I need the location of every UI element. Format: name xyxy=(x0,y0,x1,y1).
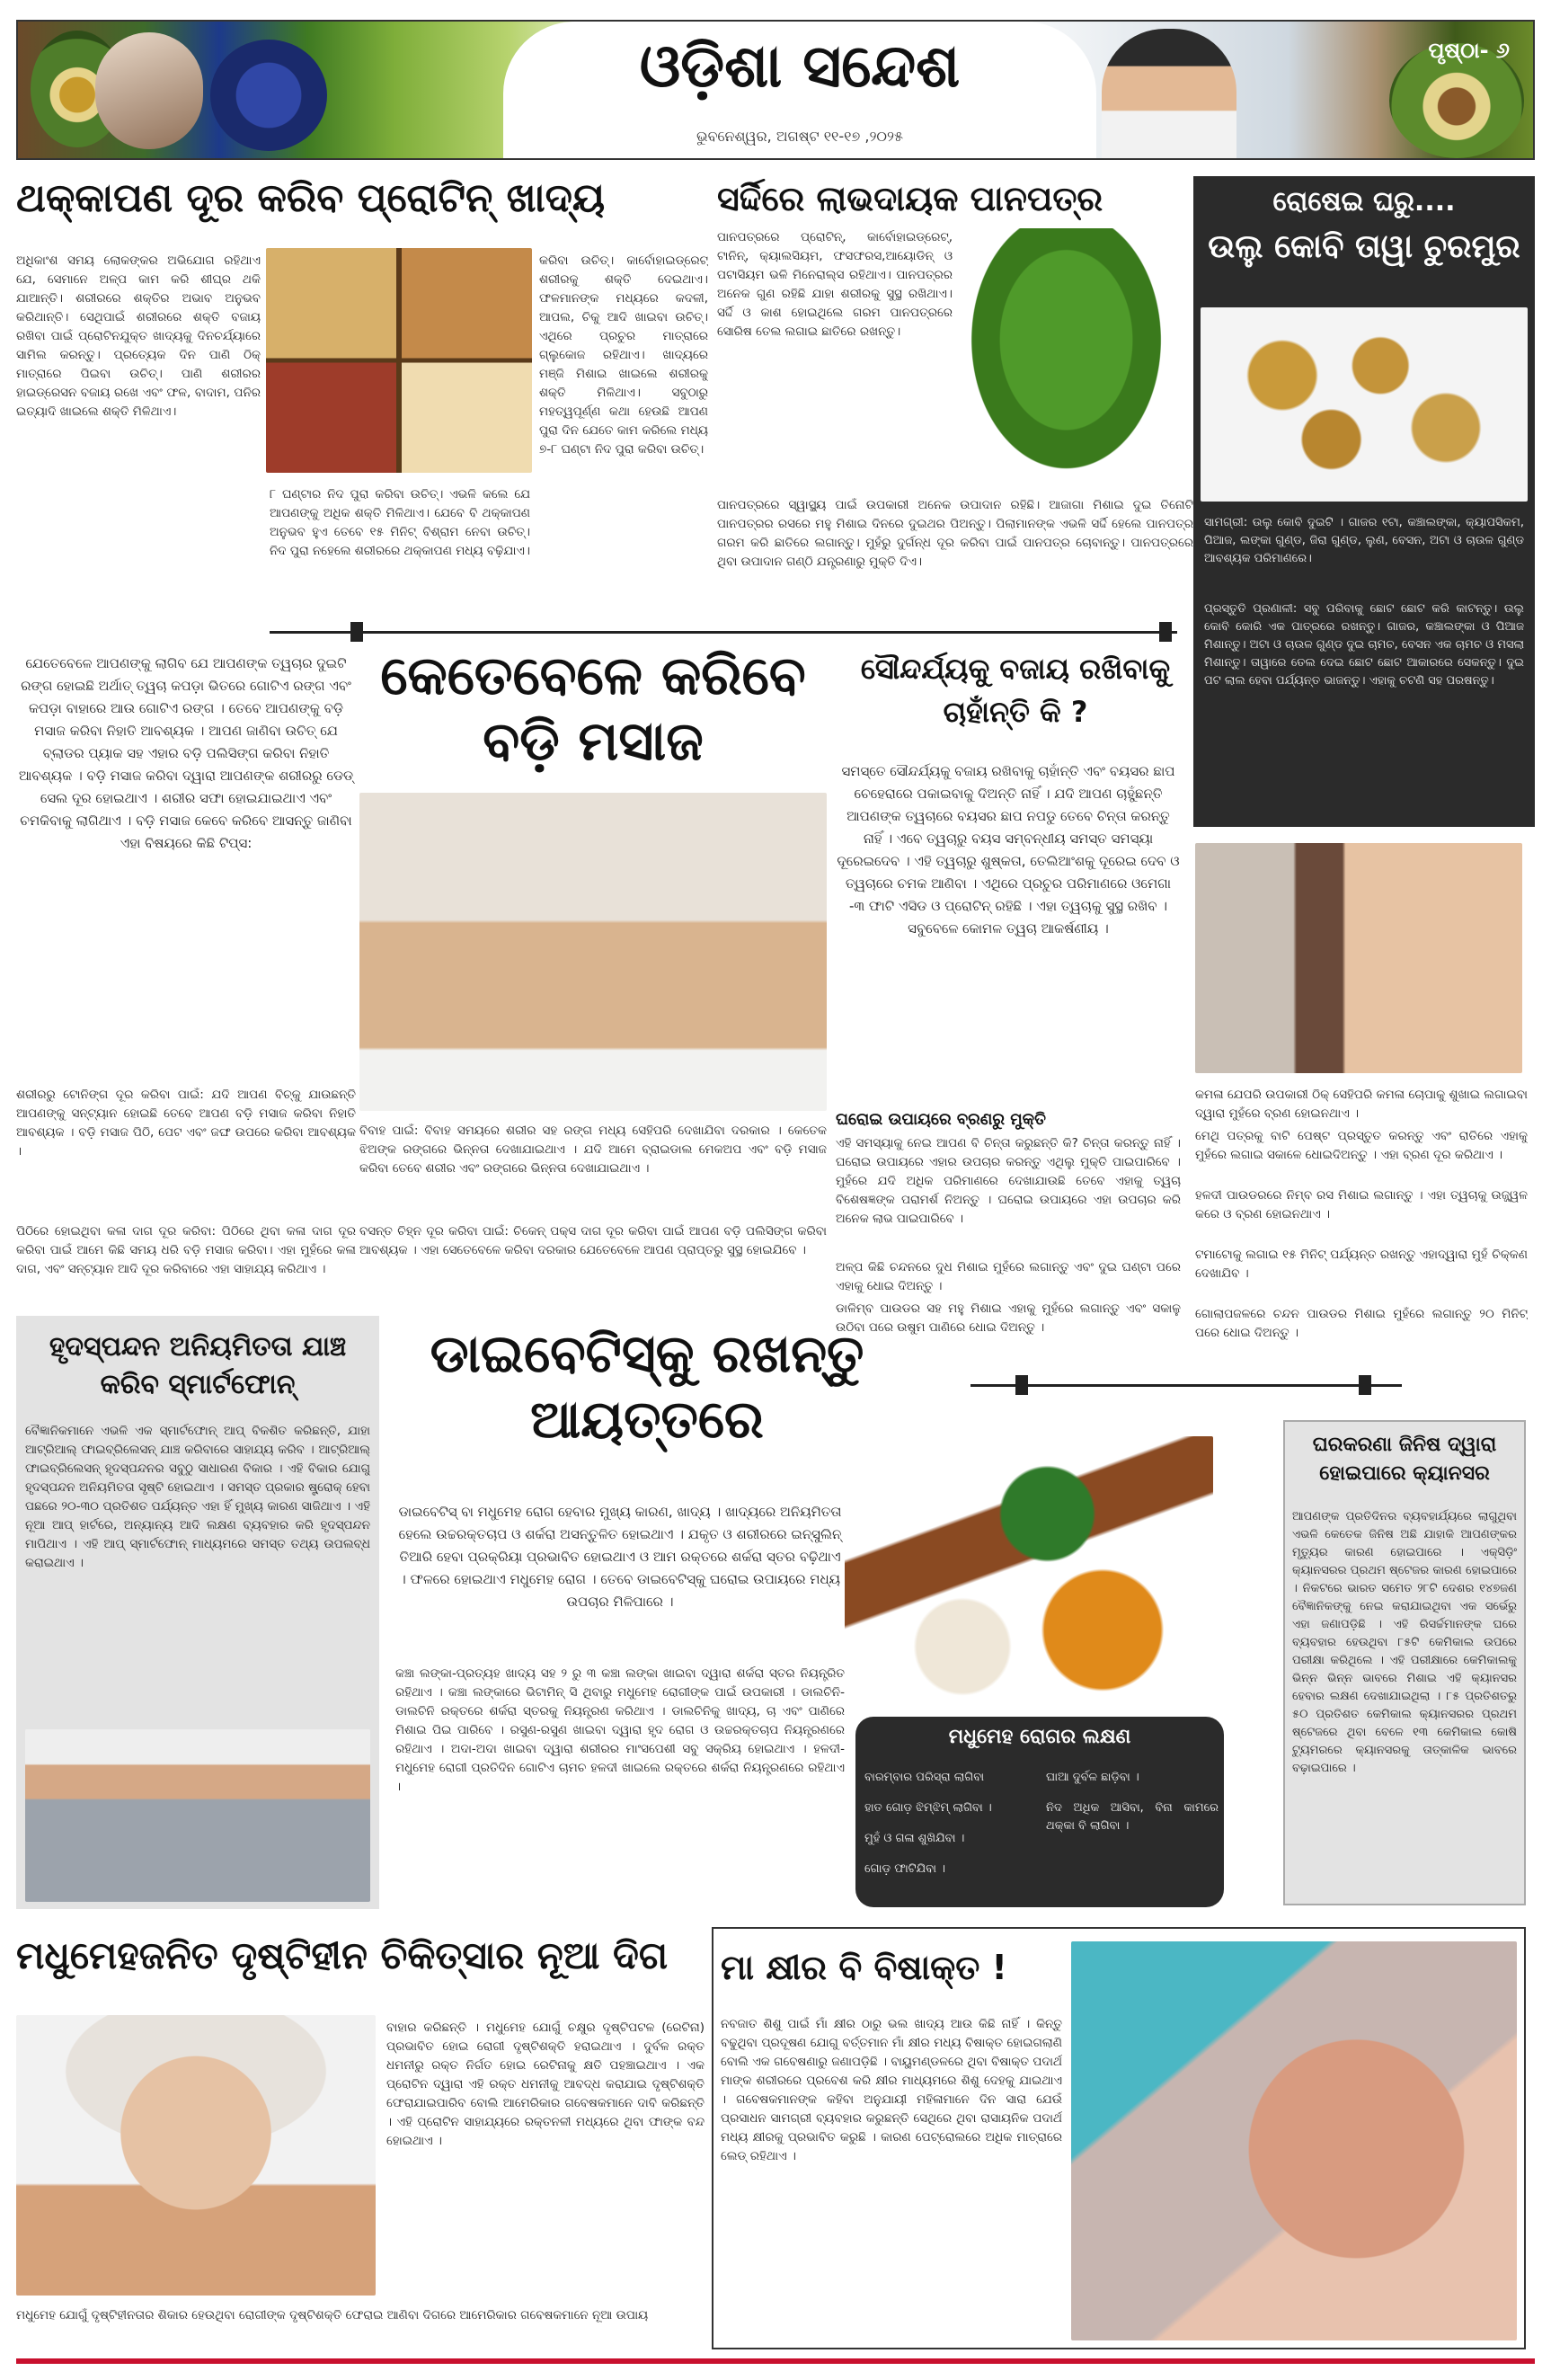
divider-marker xyxy=(1359,1375,1371,1395)
beauty-bullet4: ମେଥି ପତ୍ରକୁ ବାଟି ପେଷ୍ଟ ପ୍ରସ୍ତୁତ କରନ୍ତୁ ଏବଂ ରାତିରେ ଏହାକୁ ମୁହଁରେ ଲଗାଇ ସକାଳେ ଧୋଇଦିଅନ୍ତୁ । ଏହା ବ୍ରଣ ଦୂର କରିଥାଏ । xyxy=(1195,1129,1528,1162)
massage-intro: ଯେତେବେଳେ ଆପଣଙ୍କୁ ଲାଗିବ ଯେ ଆପଣଙ୍କ ତ୍ୱଚାର ଦୁଇଟି ରଙ୍ଗ ହୋଇଛି ଅର୍ଥାତ୍ ତ୍ୱଚା କପଡ଼ା ଭିତରେ ଗୋଟିଏ ରଙ୍ଗ ଏବଂ କପଡ଼ା ବାହାରେ ଆଉ ଗୋଟିଏ ରଙ୍ଗ । ତେବେ ଆପଣଙ୍କୁ ବଡ଼ି ମସାଜ କରିବା ନିହାତି ଆବଶ୍ୟକ । ଆପଣ ଜାଣିବା ଉଚିତ୍ ଯେ ବ୍ଲାଡର ପ୍ୟାକ ସହ ଏହାର ବଡ଼ି ପଲିସିଙ୍ଗ କରିବା ନିହାତି ଆବଶ୍ୟକ । ବଡ଼ି ମସାଜ କରିବା ଦ୍ୱାରା ଆପଣଙ୍କ ଶରୀରରୁ ଡେଡ୍ ସେଲ ଦୂର ହୋଇଥାଏ । ଶରୀର ସଫା ହୋଇଯାଇଥାଏ ଏବଂ ଚମକିବାକୁ ଲାଗିଥାଏ । ବଡ଼ି ମସାଜ କେବେ କରିବେ ଆସନ୍ତୁ ଜାଣିବା ଏହା ବିଷୟରେ କିଛି ଟିପ୍ସ: xyxy=(18,655,354,851)
doctor-patient-photo xyxy=(95,32,203,149)
protein-body-col2: କରିବା ଉଚିତ୍। କାର୍ବୋହାଇଡ୍ରେଟ୍ ଶରୀରକୁ ଶକ୍ତି ଦେଇଥାଏ। ଫଳମାନଙ୍କ ମଧ୍ୟରେ କଦଳୀ, ଆପଲ, ଚିକୁ ଆଦି ଖାଇବା ଉଚିତ୍। ଏଥିରେ ପ୍ରଚୁର ମାତ୍ରାରେ ଗ୍ଲୁକୋଜ ରହିଥାଏ। ଖାଦ୍ୟରେ ମଞ୍ଜି ମିଶାଇ ଖାଇଲେ ଶରୀରକୁ ଶକ୍ତି ମିଳିଥାଏ। ସବୁଠାରୁ ମହତ୍ୱପୂର୍ଣ୍ଣ କଥା ହେଉଛି ଆପଣ ପୁରା ଦିନ ଯେତେ କାମ କରିଲେ ମଧ୍ୟ ୭-୮ ଘଣ୍ଟା ନିଦ ପୁରା କରିବା ଉଚିତ୍। xyxy=(539,253,708,457)
beauty-bullet1: ଅଳ୍ପ କିଛି ଚନ୍ଦନରେ ଦୁଧ ମିଶାଇ ମୁହଁରେ ଲଗାନ୍ତୁ ଏବଂ ଦୁଇ ଘଣ୍ଟା ପରେ ଏହାକୁ ଧୋଇ ଦିଅନ୍ତୁ । xyxy=(836,1260,1181,1293)
diabetes-body1: ଡାଇବେଟିସ୍ ବା ମଧୁମେହ ରୋଗ ହେବାର ମୁଖ୍ୟ କାରଣ, ଖାଦ୍ୟ । ଖାଦ୍ୟରେ ଅନିୟମିତତା ହେଲେ ଉଚ୍ଚରକ୍ତଚାପ ଓ ଶର୍କରା ଅସନ୍ତୁଳିତ ହୋଇଥାଏ । ଯକୃତ ଓ ଶରୀରରେ ଇନ୍‌ସୁଲିନ୍ ତିଆରି ହେବା ପ୍ରକ୍ରିୟା ପ୍ରଭାବିତ ହୋଇଥାଏ ଓ ଆମ ରକ୍ତରେ ଶର୍କରା ସ୍ତର ବଢ଼ିଥାଏ । ଫଳରେ ହୋଇଥାଏ ମଧୁମେହ ରୋଗ । ତେବେ ଡାଇବେଟିସ୍‌କୁ ଘରୋଇ ଉପାୟରେ ମଧ୍ୟ ଉପଚାର ମିଳିପାରେ । xyxy=(398,1504,842,1610)
beauty-bullet5: ହଳଦୀ ପାଉଡରରେ ନିମ୍ବ ରସ ମିଶାଇ ଲଗାନ୍ତୁ । ଏହା ତ୍ୱଚାକୁ ଉଜ୍ଜ୍ୱଳ କରେ ଓ ବ୍ରଣ ହୋଇନଥାଏ । xyxy=(1195,1188,1528,1221)
doctor-photo xyxy=(1102,29,1236,160)
beauty-bullet6: ଟମାଟୋକୁ ଲଗାଇ ୧୫ ମିନିଟ୍ ପର୍ଯ୍ୟନ୍ତ ରଖନ୍ତୁ ଏହାଦ୍ୱାରା ମୁହଁ ଚିକ୍କଣ ଦେଖାଯିବ । xyxy=(1195,1248,1528,1281)
beauty-body: ଏହି ସମସ୍ୟାକୁ ନେଇ ଆପଣ ବି ଚିନ୍ତା କରୁଛନ୍ତି କି? ଚିନ୍ତା କରନ୍ତୁ ନାହିଁ । ଘରୋଇ ଉପାୟରେ ଏହାର ଉପଚାର କରନ୍ତୁ ଏଥିଲୁ ମୁକ୍ତି ପାଇପାରିବେ । ମୁହଁରେ ଯଦି ଅଧିକ ପରିମାଣରେ ଦେଖାଯାଉଛି ତେବେ ଏହାକୁ ତ୍ୱଚା ବିଶେଷଜ୍ଞଙ୍କ ପରାମର୍ଶ ନିଅନ୍ତୁ । ଘରୋଇ ଉପାୟରେ ଏହା ଉପଚାର କରି ଅନେକ ଲାଭ ପାଇପାରିବେ । xyxy=(836,1136,1181,1226)
massage-tip4: ବସନ୍ତ ଚିହ୍ନ ଦୂର କରିବା ପାଇଁ: ଚିକେନ୍ ପକ୍ସ ଦାଗ ଦୂର କରିବା ପାଇଁ ଆପଣ ବଡ଼ି ପଲିସିଙ୍ଗ କରିବା ଆବଶ୍ୟକ । ଏହା ସେତେବେଳେ କରିବା ଦରକାର ଯେତେବେଳେ ଆପଣ ପ୍ରାପ୍ତରୁ ସୁସ୍ଥ ହୋଇଯିବେ । xyxy=(359,1224,827,1257)
beauty-bullet2: ଡାଳିମ୍ବ ପାଉଡର ସହ ମହୁ ମିଶାଇ ଏହାକୁ ମୁହଁରେ ଲଗାନ୍ତୁ ଏବଂ ସକାଳୁ ଉଠିବା ପରେ ଉଷୁମ ପାଣିରେ ଧୋଇ ଦିଅନ୍ତୁ । xyxy=(836,1301,1181,1335)
milk-headline: ମା କ୍ଷୀର ବି ବିଷାକ୍ତ ! xyxy=(721,1948,1007,1987)
fritters-photo xyxy=(1201,307,1528,502)
beauty-intro: ସମସ୍ତେ ସୌନ୍ଦର୍ଯ୍ୟକୁ ବଜାୟ ରଖିବାକୁ ଚାହାଁନ୍ତି ଏବଂ ବୟସର ଛାପ ଚେହେରାରେ ପକାଇବାକୁ ଦିଅନ୍ତି ନାହିଁ । ଯଦି ଆପଣ ଚାହୁଁଛନ୍ତି ଆପଣଙ୍କ ତ୍ୱଚାରେ ବୟସର ଛାପ ନପଡୁ ତେବେ ଚିନ୍ତା କରନ୍ତୁ ନାହିଁ । ଏବେ ତ୍ୱଚାରୁ ବୟସ ସମ୍ବନ୍ଧୀୟ ସମସ୍ତ ସମସ୍ୟା ଦୂରେଇଦେବ । ଏହି ତ୍ୱଚାରୁ ଶୁଷ୍କତା, ତେଲିଆଂଶକୁ ଦୂରେଇ ଦେବ ଓ ତ୍ୱଚାରେ ଚମକ ଆଣିବା । ଏଥିରେ ପ୍ରଚୁର ପରିମାଣରେ ଓମେଗା -୩ ଫାଟି ଏସିଡ ଓ ପ୍ରୋଟିନ୍ ରହିଛି । ଏହା ତ୍ୱଚାକୁ ସୁସ୍ଥ ରଖିବ । ସବୁବେଳେ କୋମଳ ତ୍ୱଚା ଆକର୍ଷଣୀୟ । xyxy=(837,763,1180,937)
symptom-item: ଗୋଡ଼ ଫାଟିଯିବା । xyxy=(864,1862,945,1876)
eyes-body: ବାହାର କରିଛନ୍ତି । ମଧୁମେହ ଯୋଗୁଁ ଚକ୍ଷୁର ଦୃଷ୍ଟିପଟଳ (ରେଟିନା) ପ୍ରଭାବିତ ହୋଇ ରୋଗୀ ଦୃଷ୍ଟିଶକ୍ତି ହରାଇଥାଏ । ଦୁର୍ବଳ ରକ୍ତ ଧମନୀରୁ ରକ୍ତ ନିର୍ଗତ ହୋଇ ରେଟିନାକୁ କ୍ଷତି ପହଞ୍ଚାଇଥାଏ । ଏକ ପ୍ରୋଟିନ ଦ୍ୱାରା ଏହି ରକ୍ତ ଧମନୀକୁ ଆବଦ୍ଧ କରାଯାଇ ଦୃଷ୍ଟିଶକ୍ତି ଫେରାଯାଇପାରିବ ବୋଲି ଆମେରିକାର ଗବେଷକମାନେ ଦାବି କରିଛନ୍ତି । ଏହି ପ୍ରୋଟିନ ସାହାଯ୍ୟରେ ରକ୍ତନଳୀ ମଧ୍ୟରେ ଥିବା ଫାଙ୍କ ବନ୍ଦ ହୋଇଥାଏ । xyxy=(386,2020,705,2148)
cancer-body: ଆପଣଙ୍କ ପ୍ରତିଦିନର ବ୍ୟବହାର୍ଯ୍ୟରେ ଲାଗୁଥିବା ଏଭଳି କେତେକ ଜିନିଷ ଅଛି ଯାହାକି ଆପଣଙ୍କର ମୃତ୍ୟୁର କାରଣ ହୋଇପାରେ । ଏକ୍ସିଡ଼ିଂ କ୍ୟାନସରର ପ୍ରଥମ ଷ୍ଟେଜର କାରଣ ହୋଇପାରେ । ନିକଟରେ ଭାରତ ସମେତ ୨୮ଟି ଦେଶର ୧୪୭ଜଣ ବୈଜ୍ଞାନିକଙ୍କୁ ନେଇ କରାଯାଇଥିବା ଏକ ସର୍ଭେରୁ ଏହା ଜଣାପଡ଼ିଛି । ଏହି ରିସର୍ଚ୍ଚମାନଙ୍କ ଘରେ ବ୍ୟବହାର ହେଉଥିବା ୮୫ଟି କେମିକାଲ ଉପରେ ପରୀକ୍ଷା କରିଥିଲେ । ଏହି ପରୀକ୍ଷାରେ କେମିକାଲକୁ ଭିନ୍ନ ଭିନ୍ନ ଭାବରେ ମିଶାଇ ଏହି କ୍ୟାନସର ହେବାର ଲକ୍ଷଣ ଦେଖାଯାଇଥିଲା । ୮୫ ପ୍ରତିଶତରୁ ୫୦ ପ୍ରତିଶତ କେମିକାଲ କ୍ୟାନସରର ପ୍ରଥମ ଷ୍ଟେଜରେ ଥିବା ବେଳେ ୧୩ କେମିକାଲ କୋଷି ଟ୍ୟୁମରରେ କ୍ୟାନସରକୁ ତାତ୍‌କାଳିକ ଭାବରେ ବଢ଼ାଇପାରେ । xyxy=(1292,1510,1517,1775)
blueberries-photo xyxy=(210,40,327,151)
betel-headline: ସର୍ଦ୍ଦିରେ ଲାଭଦାୟକ ପାନପତ୍ର xyxy=(717,179,1103,218)
symptom-item: ହାତ ଗୋଡ଼ ଝିମ୍‌ଝିମ୍ ଲାଗିବା । xyxy=(864,1801,992,1815)
masthead-title-area xyxy=(503,22,1096,158)
smartphone-headline: ହୃଦସ୍ପନ୍ଦନ ଅନିୟମିତତା ଯାଞ୍ଚ କରିବ ସ୍ମାର୍ଟଫୋନ୍ xyxy=(49,1331,347,1400)
dateline: ଭୁବନେଶ୍ୱର, ଅଗଷ୍ଟ ୧୧-୧୭ ,୨୦୨୫ xyxy=(696,128,903,145)
massage-tip3: ବିବାହ ପାଇଁ: ବିବାହ ସମୟରେ ଶରୀର ସହ ରଙ୍ଗ ମଧ୍ୟ ସେହିପରି ଦେଖାଯିବା ଦରକାର । କେତେକ ଝିଅଙ୍କ ରଙ୍ଗରେ ଭିନ୍ନତା ଦେଖାଯାଇଥାଏ । ଯଦି ଆମେ ବ୍ରାଇଡାଲ ମେକଅପ ଏବଂ ବଡ଼ି ମସାଜ କରିବା ତେବେ ଶରୀର ଏବଂ ରଙ୍ଗରେ ଭିନ୍ନତା ଦେଖାଯାଇଥାଏ । xyxy=(359,1123,827,1176)
beauty-bullet3: କମଳା ଯେପରି ଉପକାରୀ ଠିକ୍ ସେହିପରି କମଳା ଚୋପାକୁ ଶୁଖାଇ ଲଗାଇବା ଦ୍ୱାରା ମୁହଁରେ ବ୍ରଣ ହୋଇନଥାଏ । xyxy=(1195,1088,1528,1121)
diabetes-body2: କଞ୍ଚା ଲଙ୍କା-ପ୍ରତ୍ୟହ ଖାଦ୍ୟ ସହ ୨ ରୁ ୩ କଞ୍ଚା ଲଙ୍କା ଖାଇବା ଦ୍ୱାରା ଶର୍କରା ସ୍ତର ନିୟନ୍ତ୍ରିତ ରହିଥାଏ । କଞ୍ଚା ଲଙ୍କାରେ ଭିଟାମିନ୍ ସି ଥିବାରୁ ମଧୁମେହ ରୋଗୀଙ୍କ ପାଇଁ ଉପକାରୀ । ଡାଲଚିନି-ଡାଲଚିନି ରକ୍ତରେ ଶର୍କରା ସ୍ତରକୁ ନିୟନ୍ତ୍ରଣ କରିଥାଏ । ଡାଲଚିନିକୁ ଖାଦ୍ୟ, ଚା ଏବଂ ପାଣିରେ ମିଶାଇ ପିଇ ପାରିବେ । ରସୁଣ-ରସୁଣ ଖାଇବା ଦ୍ୱାରା ହୃଦ ରୋଗ ଓ ଉଚ୍ଚରକ୍ତଚାପ ନିୟନ୍ତ୍ରଣରେ ରହିଥାଏ । ଅଦା-ଅଦା ଖାଇବା ଦ୍ୱାରା ଶରୀରର ମାଂସପେଶୀ ସବୁ ସକ୍ରିୟ ହୋଇଥାଏ । ହଳଦୀ-ମଧୁମେହ ରୋଗୀ ପ୍ରତିଦିନ ଗୋଟିଏ ଚାମଚ ହଳଦୀ ଖାଇଲେ ରକ୍ତରେ ଶର୍କରା ନିୟନ୍ତ୍ରଣରେ ରହିଥାଏ । xyxy=(395,1666,845,1794)
newspaper-title: ଓଡ଼ିଶା ସନ୍ଦେଶ xyxy=(639,31,961,101)
massage-headline: କେତେବେଳେ କରିବେ ବଡ଼ି ମସାଜ xyxy=(380,644,806,774)
beauty-headline: ସୌନ୍ଦର୍ଯ୍ୟକୁ ବଜାୟ ରଖିବାକୁ ଚାହାଁନ୍ତି କି ? xyxy=(860,652,1171,729)
eyes-caption: ମଧୁମେହ ଯୋଗୁଁ ଦୃଷ୍ଟିହୀନତାର ଶିକାର ହେଉଥିବା ରୋଗୀଙ୍କ ଦୃଷ୍ଟିଶକ୍ତି ଫେରାଇ ଆଣିବା ଦିଗରେ ଆମେରିକାର ଗବେଷକମାନେ ନୂଆ ଉପାୟ xyxy=(16,2308,649,2322)
cancer-headline: ଘରକରଣା ଜିନିଷ ଦ୍ୱାରା ହୋଇପାରେ କ୍ୟାନସର xyxy=(1312,1434,1497,1485)
page-number: ପୃଷ୍ଠା- ୬ xyxy=(1428,38,1510,63)
beauty-subhead: ଘରୋଇ ଉପାୟରେ ବ୍ରଣରୁ ମୁକ୍ତି xyxy=(836,1110,1046,1129)
cancer-box xyxy=(1283,1420,1526,1905)
spices-photo xyxy=(845,1436,1213,1713)
milk-body: ନବଜାତ ଶିଶୁ ପାଇଁ ମାଁ କ୍ଷୀର ଠାରୁ ଭଲ ଖାଦ୍ୟ ଆଉ କିଛି ନାହିଁ । କିନ୍ତୁ ବଢୁଥିବା ପ୍ରଦୂଷଣ ଯୋଗୁ ବର୍ତ୍ତମାନ ମାଁ କ୍ଷୀର ମଧ୍ୟ ବିଷାକ୍ତ ହୋଇଗଲାଣି ବୋଲି ଏକ ଗବେଷଣାରୁ ଜଣାପଡ଼ିଛି । ବାୟୁମଣ୍ଡଳରେ ଥିବା ବିଷାକ୍ତ ପଦାର୍ଥ ମାଙ୍କ ଶରୀରରେ ପ୍ରବେଶ କରି କ୍ଷୀର ମାଧ୍ୟମରେ ଶିଶୁ ଦେହକୁ ଯାଇଥାଏ । ଗବେଷକମାନଙ୍କ କହିବା ଅନୁଯାୟୀ ମହିଳାମାନେ ଦିନ ସାରା ଯେଉଁ ପ୍ରସାଧନ ସାମଗ୍ରୀ ବ୍ୟବହାର କରୁଛନ୍ତି ସେଥିରେ ଥିବା ରାସାୟନିକ ପଦାର୍ଥ ମଧ୍ୟ କ୍ଷୀରକୁ ପ୍ରଭାବିତ କରୁଛି । କାରଣ ପେଟ୍ରୋଲରେ ଅଧିକ ମାତ୍ରାରେ ଲେଡ୍ ରହିଥାଏ । xyxy=(721,2017,1062,2163)
breastfeeding-photo xyxy=(1071,1941,1517,2340)
divider-marker xyxy=(350,622,363,642)
makeup-photo xyxy=(1195,843,1522,1073)
symptom-item: ନିଦ ଅଧିକ ଆସିବା, ବିନା କାମରେ ଥକ୍କା ବି ଲାଗିବା । xyxy=(1046,1801,1219,1833)
recipe-ingredients: ସାମଗ୍ରୀ: ଉଲୁ କୋବି ଦୁଇଟି । ଗାଜର ୧ଟା, କଞ୍ଚାଲଙ୍କା, କ୍ୟାପସିକମ, ପିଆଜ, ଲଙ୍କା ଗୁଣ୍ଡ, ଜିରା ଗୁଣ୍ଡ, ଲୁଣ, ବେସନ, ଅଟା ଓ ଚାଉଳ ଗୁଣ୍ଡ ଆବଶ୍ୟକ ପରିମାଣରେ। xyxy=(1204,516,1524,565)
massage-tip1: ଶରୀରରୁ ଟୋନିଙ୍ଗ ଦୂର କରିବା ପାଇଁ: ଯଦି ଆପଣ ବିଚ୍‌କୁ ଯାଉଛନ୍ତି ଆପଣଙ୍କୁ ସନ୍‌ଟ୍ୟାନ ହୋଇଛି ତେବେ ଆପଣ ବଡ଼ି ମସାଜ କରିବା ନିହାତି ଆବଶ୍ୟକ । ବଡ଼ି ମସାଜ ପିଠି, ପେଟ ଏବଂ ଜଙ୍ଘ ଉପରେ କରିବା ଆବଶ୍ୟକ । xyxy=(16,1088,356,1159)
massage-photo xyxy=(359,793,827,1111)
betel-body-full: ପାନପତ୍ରରେ ସ୍ୱାସ୍ଥ୍ୟ ପାଇଁ ଉପକାରୀ ଅନେକ ଉପାଦାନ ରହିଛି। ଆଜାଗା ମିଶାଇ ଦୁଇ ତିନୋଟି ପାନପତ୍ରର ରସରେ ମହୁ ମିଶାଇ ଦିନରେ ଦୁଇଥର ପିଅନ୍ତୁ। ପିଲାମାନଙ୍କ ଏଭଳି ସର୍ଦ୍ଦି ହେଲେ ପାନପତ୍ର ଗରମ କରି ଛାତିରେ ଲଗାନ୍ତୁ। ମୁହଁରୁ ଦୁର୍ଗନ୍ଧ ଦୂର କରିବା ପାଇଁ ପାନପତ୍ର ଚୋବାନ୍ତୁ। ପାନପତ୍ରରେ ଥିବା ଉପାଦାନ ଗଣ୍ଠି ଯନ୍ତ୍ରଣାରୁ ମୁକ୍ତି ଦିଏ। xyxy=(717,498,1193,569)
betel-body-col1: ପାନପତ୍ରରେ ପ୍ରୋଟିନ୍, କାର୍ବୋହାଇଡ୍ରେଟ୍, ଟାନିନ୍, କ୍ୟାଲସିୟମ, ଫସଫରସ,ଆୟୋଡିନ୍ ଓ ପଟାସିୟମ ଭଳି ମିନେରାଲ୍ସ ରହିଥାଏ। ପାନପତ୍ରର ଅନେକ ଗୁଣ ରହିଛି ଯାହା ଶରୀରକୁ ସୁସ୍ଥ ରଖିଥାଏ। ସର୍ଦ୍ଦି ଓ କାଶ ହୋଇଥିଲେ ଗରମ ପାନପତ୍ରରେ ସୋରିଷ ତେଲ ଲଗାଇ ଛାତିରେ ରଖନ୍ତୁ। xyxy=(717,230,953,339)
protein-body-col1: ଅଧିକାଂଶ ସମୟ ଲୋକଙ୍କର ଅଭିଯୋଗ ରହିଥାଏ ଯେ, ସେମାନେ ଅଳ୍ପ କାମ କରି ଶୀଘ୍ର ଥକି ଯାଆନ୍ତି। ଶରୀରରେ ଶକ୍ତିର ଅଭାବ ଅନୁଭବ କରିଥାନ୍ତି। ସେଥିପାଇଁ ଶରୀରରେ ଶକ୍ତି ବଜାୟ ରଖିବା ପାଇଁ ପ୍ରୋଟିନଯୁକ୍ତ ଖାଦ୍ୟକୁ ଦିନଚର୍ଯ୍ୟାରେ ସାମିଲ କରନ୍ତୁ। ପ୍ରତ୍ୟେକ ଦିନ ପାଣି ଠିକ୍ ମାତ୍ରାରେ ପିଇବା ଉଚିତ୍। ପାଣି ଶରୀରର ହାଇଡ୍ରେସନ ବଜାୟ ରଖେ ଏବଂ ଫଳ, ବାଦାମ, ପନିର ଇତ୍ୟାଦି ଖାଇଲେ ଶକ୍ତି ମିଳିଥାଏ। xyxy=(16,253,261,419)
recipe-box xyxy=(1193,176,1535,827)
divider-marker xyxy=(1015,1375,1028,1395)
symptoms-title: ମଧୁମେହ ରୋଗର ଲକ୍ଷଣ xyxy=(948,1726,1131,1748)
recipe-headline: ଉଲୁ କୋବି ତାୱା ଚୁରମୁର xyxy=(1208,228,1520,265)
symptom-item: ଘାଆ ଦୁର୍ବଳ ଛାଡ଼ିବା । xyxy=(1046,1771,1139,1784)
elderly-woman-photo xyxy=(16,2015,376,2296)
protein-body-bottom: ୮ ଘଣ୍ଟାର ନିଦ ପୁରା କରିବା ଉଚିତ୍। ଏଭଳି କଲେ ଯେ ଆପଣଙ୍କୁ ଅଧିକ ଶକ୍ତି ମିଳିଥାଏ। ଯେବେ ବି ଥକ୍କାପଣ ଅନୁଭବ ହୁଏ ତେବେ ୧୫ ମିନିଟ୍ ବିଶ୍ରାମ ନେବା ଉଚିତ୍। ନିଦ ପୁରା ନହେଲେ ଶରୀରରେ ଥକ୍କାପଣ ମଧ୍ୟ ବଢ଼ିଯାଏ। xyxy=(270,487,530,558)
recipe-kicker: ରୋଷେଇ ଘରୁ.... xyxy=(1272,186,1456,218)
masthead xyxy=(16,20,1535,160)
divider-marker xyxy=(1159,622,1172,642)
protein-headline: ଥକ୍କାପଣ ଦୂର କରିବ ପ୍ରୋଟିନ୍ ଖାଦ୍ୟ xyxy=(16,175,606,221)
massage-tip2: ପିଠିରେ ହୋଇଥିବା କଳା ଦାଗ ଦୂର କରିବା: ପିଠିରେ ଥିବା କଳା ଦାଗ ଦୂର କରିବା ପାଇଁ ଆମେ କିଛି ସମୟ ଧରି ବଡ଼ି ମସାଜ କରିବା। ଏହା ମୁହଁରେ କଳା ଦାଗ, ଏବଂ ସନ୍‌ଟ୍ୟାନ ଆଦି ଦୂର କରିବାରେ ଏହା ସାହାଯ୍ୟ କରିଥାଏ । xyxy=(16,1224,356,1276)
smartphone-box xyxy=(16,1316,379,1909)
symptom-item: ବାରମ୍ବାର ପରିସ୍ରା ଲାଗିବା xyxy=(864,1771,985,1784)
bottom-rule xyxy=(16,2358,1535,2364)
beauty-bullet7: ଗୋଲାପଜଳରେ ଚନ୍ଦନ ପାଉଡର ମିଶାଇ ମୁହଁରେ ଲଗାନ୍ତୁ ୨୦ ମିନିଟ୍ ପରେ ଧୋଇ ଦିଅନ୍ତୁ । xyxy=(1195,1307,1528,1340)
symptoms-box xyxy=(855,1717,1224,1907)
recipe-method: ପ୍ରସ୍ତୁତି ପ୍ରଣାଳୀ: ସବୁ ପରିବାକୁ ଛୋଟ ଛୋଟ କରି କାଟନ୍ତୁ। ଉଲୁ କୋବି କୋରି ଏକ ପାତ୍ରରେ ରଖନ୍ତୁ। ଗାଜର, କଞ୍ଚାଲଙ୍କା ଓ ପିଆଜ ମିଶାନ୍ତୁ। ଅଟା ଓ ଚାଉଳ ଗୁଣ୍ଡ ଦୁଇ ଚାମଚ, ବେସନ ଏକ ଚାମଚ ଓ ମସଲା ମିଶାନ୍ତୁ। ତାୱାରେ ତେଲ ଦେଇ ଛୋଟ ଛୋଟ ଆକାରରେ ସେକନ୍ତୁ। ଦୁଇ ପଟ ଲାଲ ହେବା ପର୍ଯ୍ୟନ୍ତ ଭାଜନ୍ତୁ। ଏହାକୁ ଚଟଣି ସହ ପରଷନ୍ତୁ। xyxy=(1204,602,1524,688)
section-divider xyxy=(270,631,1177,634)
symptom-item: ମୁହଁ ଓ ଗଳା ଶୁଖିଯିବା । xyxy=(864,1832,965,1845)
diabetes-headline: ଡାଇବେଟିସ୍‌କୁ ରଖନ୍ତୁ ଆୟତ୍ତରେ xyxy=(430,1323,864,1450)
betel-leaf-photo xyxy=(958,228,1193,494)
chest-pain-photo xyxy=(25,1729,370,1902)
eyes-headline: ମଧୁମେହଜନିତ ଦୃଷ୍ଟିହୀନ ଚିକିତ୍ସାର ନୂଆ ଦିଗ xyxy=(16,1933,669,1977)
smartphone-body: ବୈଜ୍ଞାନିକମାନେ ଏଭଳି ଏକ ସ୍ମାର୍ଟଫୋନ୍ ଆପ୍ ବିକଶିତ କରିଛନ୍ତି, ଯାହା ଆଟ୍ରିଆଲ୍ ଫାଇବ୍ରିଲେସନ୍ ଯାଞ୍ଚ କରିବାରେ ସାହାଯ୍ୟ କରିବ । ଆଟ୍ରିଆଲ୍ ଫାଇବ୍ରିଲେସନ୍ ହୃଦସ୍ପନ୍ଦନର ସବୁଠୁ ସାଧାରଣ ବିକାର । ଏହି ବିକାର ଯୋଗୁ ହୃଦସ୍ପନ୍ଦନ ଅନିୟମିତତା ସୃଷ୍ଟି ହୋଇଥାଏ । ସମସ୍ତ ପ୍ରକାର ଷ୍ଟ୍ରୋକ୍ ହେବା ପଛରେ ୨୦-୩୦ ପ୍ରତିଶତ ପର୍ଯ୍ୟନ୍ତ ଏହା ହିଁ ମୁଖ୍ୟ କାରଣ ସାଜିଥାଏ । ଏହି ନୂଆ ଆପ୍ ହାର୍ଟରେ, ଅନ୍ୟାନ୍ୟ ଆଦି ଲକ୍ଷଣ ବ୍ୟବହାର କରି ହୃଦସ୍ପନ୍ଦନ ମାପିଥାଏ । ଏହି ଆପ୍ ସ୍ମାର୍ଟଫୋନ୍ ମାଧ୍ୟମରେ ସମସ୍ତ ତଥ୍ୟ ଉପଲବ୍ଧ କରାଇଥାଏ । xyxy=(25,1424,370,1570)
nuts-photo xyxy=(266,248,532,473)
section-divider xyxy=(970,1384,1402,1387)
